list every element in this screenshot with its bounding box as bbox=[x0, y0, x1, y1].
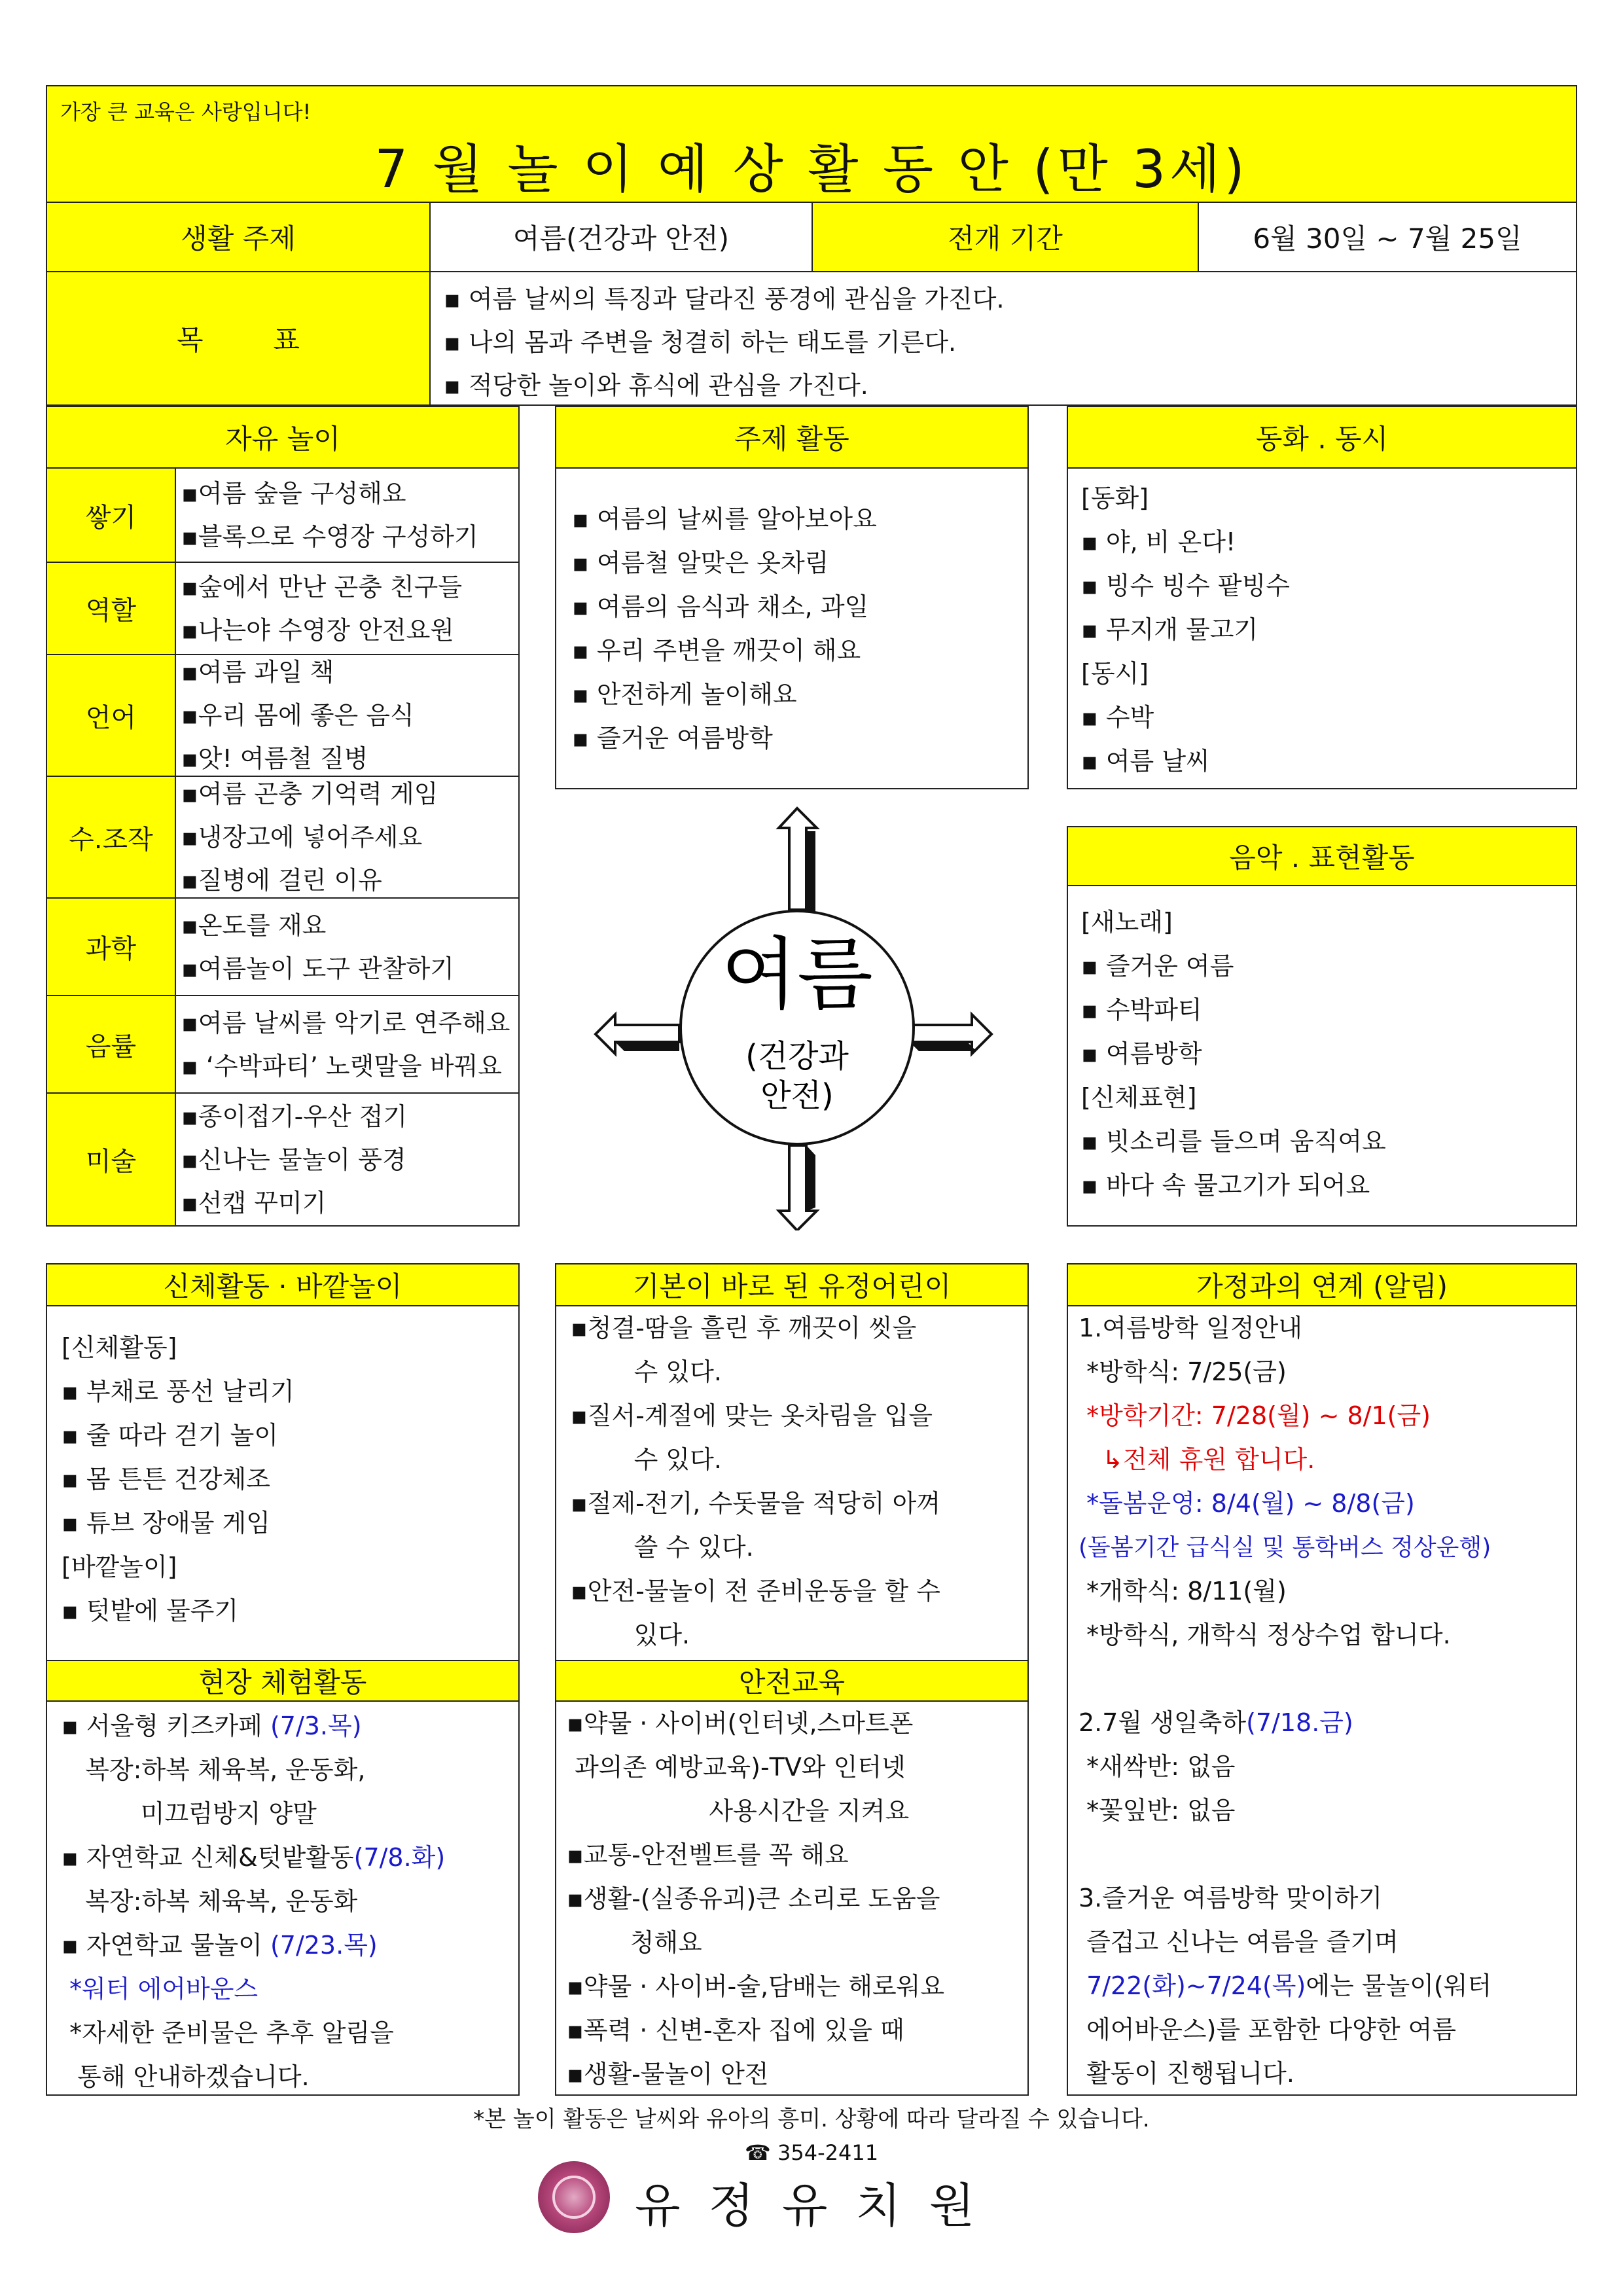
safety-line: ▪폭력 · 신변-혼자 집에 있을 때 bbox=[567, 2016, 904, 2045]
rule-line: ▪질서-계절에 맞는 옷차림을 입을 bbox=[571, 1401, 933, 1430]
safety-line: ▪교통-안전벨트를 꼭 해요 bbox=[567, 1840, 849, 1869]
footer-note: *본 놀이 활동은 날씨와 유아의 흥미. 상황에 따라 달라질 수 있습니다. bbox=[473, 2106, 1150, 2132]
family-title: 가정과의 연계 (알림) bbox=[1067, 1263, 1577, 1306]
rule-line: ▪청결-땀을 흘린 후 깨끗이 씻을 bbox=[571, 1314, 917, 1342]
list-item: ▪종이접기-우산 접기 bbox=[181, 1102, 408, 1131]
notice-line: *방학식: 7/25(금) bbox=[1079, 1357, 1287, 1386]
center-main-text: 여름 bbox=[721, 929, 873, 1020]
category-label: 미술 bbox=[47, 1094, 176, 1225]
safety-line: ▪생활-(실종유괴)큰 소리로 도움을 bbox=[567, 1884, 940, 1913]
list-item: ▪여름놀이 도구 관찰하기 bbox=[181, 954, 454, 983]
list-item: ▪여름 곤충 기억력 게임 bbox=[181, 780, 438, 808]
free-play-row bbox=[47, 654, 518, 776]
page-title: 7 월 놀 이 예 상 활 동 안 (만 3세) bbox=[374, 139, 1249, 200]
safety-line: 과의존 예방교육)-TV와 인터넷 bbox=[567, 1753, 906, 1782]
school-logo bbox=[538, 2161, 610, 2233]
safety-line: ▪생활-물놀이 안전 bbox=[567, 2060, 769, 2089]
category-label: 쌓기 bbox=[47, 469, 176, 562]
trip-date: (7/8.화) bbox=[353, 1843, 446, 1872]
goal-1: ▪ 여름 날씨의 특징과 달라진 풍경에 관심을 가진다. bbox=[444, 285, 1005, 314]
trip-text: ▪ 자연학교 물놀이 bbox=[62, 1931, 270, 1960]
list-item: ▪숲에서 만난 곤충 친구들 bbox=[181, 572, 463, 601]
notice-line bbox=[1079, 1701, 1576, 1745]
basics-box bbox=[555, 1305, 1029, 1661]
notice-line: *돌봄운영: 8/4(월) ~ 8/8(금) bbox=[1079, 1489, 1415, 1518]
notice-line: *방학기간: 7/28(월) ~ 8/1(금) bbox=[1079, 1401, 1431, 1430]
list-item: ▪우리 몸에 좋은 음식 bbox=[181, 701, 414, 730]
rule-line: ▪안전-물놀이 전 준비운동을 할 수 bbox=[571, 1577, 940, 1605]
list-item: ▪ 야, 비 온다! bbox=[1081, 528, 1236, 556]
theme-label: 생활 주제 bbox=[46, 202, 431, 272]
free-play-table bbox=[46, 467, 520, 1227]
list-item: ▪ 바다 속 물고기가 되어요 bbox=[1081, 1171, 1370, 1200]
list-item: ▪ 몸 튼튼 건강체조 bbox=[62, 1465, 270, 1494]
motto: 가장 큰 교육은 사랑입니다! bbox=[60, 99, 312, 124]
list-item: ▪질병에 걸린 이유 bbox=[181, 866, 382, 895]
period-label: 전개 기간 bbox=[812, 202, 1199, 272]
list-item: ▪ 우리 주변을 깨끗이 해요 bbox=[572, 636, 861, 665]
physical-box bbox=[46, 1305, 520, 1661]
category-label: 언어 bbox=[47, 655, 176, 776]
notice-date: 7/22(화)~7/24(목) bbox=[1079, 1971, 1306, 2000]
free-play-row bbox=[47, 776, 518, 897]
trip-line: *자세한 준비물은 추후 알림을 bbox=[62, 2018, 394, 2047]
music-box bbox=[1067, 885, 1577, 1227]
list-item: ▪ 부채로 풍선 날리기 bbox=[62, 1377, 294, 1406]
header-banner bbox=[46, 85, 1577, 203]
list-item: ▪여름 날씨를 악기로 연주해요 bbox=[181, 1008, 510, 1037]
list-item: ▪나는야 수영장 안전요원 bbox=[181, 615, 454, 645]
list-item: ▪ 빙수 빙수 팥빙수 bbox=[1081, 571, 1290, 600]
trip-line: 통해 안내하겠습니다. bbox=[62, 2062, 310, 2091]
notice-line: *방학식, 개학식 정상수업 합니다. bbox=[1079, 1621, 1451, 1649]
trip-line: 복장:하복 체육복, 운동화, bbox=[62, 1755, 366, 1784]
trip-text: ▪ 서울형 키즈카페 bbox=[62, 1712, 270, 1740]
center-diagram bbox=[563, 805, 1021, 1230]
rule-line: ▪절제-전기, 수돗물을 적당히 아껴 bbox=[571, 1489, 940, 1518]
list-item: ▪선캡 꾸미기 bbox=[181, 1188, 327, 1217]
list-item: ▪냉장고에 넣어주세요 bbox=[181, 823, 423, 852]
notice-line: ↳전체 휴원 합니다. bbox=[1079, 1445, 1315, 1474]
free-play-title: 자유 놀이 bbox=[46, 406, 520, 469]
physical-title: 신체활동 · 바깥놀이 bbox=[46, 1263, 520, 1306]
list-item: ▪ 빗소리를 들으며 움직여요 bbox=[1081, 1127, 1386, 1156]
free-play-row bbox=[47, 469, 518, 562]
category-label: 수.조작 bbox=[47, 777, 176, 897]
trip-line bbox=[62, 1924, 518, 1967]
trip-line bbox=[62, 1836, 518, 1880]
period-value: 6월 30일 ~ 7월 25일 bbox=[1198, 202, 1577, 272]
notice-line: 3.즐거운 여름방학 맞이하기 bbox=[1079, 1884, 1383, 1912]
trip-line bbox=[62, 1704, 518, 1748]
list-item: ▪ 즐거운 여름 bbox=[1081, 952, 1234, 980]
notice-line: *개학식: 8/11(월) bbox=[1079, 1577, 1287, 1605]
list-item: ▪여름 숲을 구성해요 bbox=[181, 479, 406, 508]
list-item: ▪ 여름 날씨 bbox=[1081, 747, 1210, 776]
notice-text: 2.7월 생일축하 bbox=[1079, 1708, 1247, 1737]
section-heading: [신체표현] bbox=[1081, 1083, 1197, 1112]
notice-line: 1.여름방학 일정안내 bbox=[1079, 1314, 1302, 1342]
category-label: 역할 bbox=[47, 563, 176, 654]
list-item: ▪앗! 여름철 질병 bbox=[181, 744, 368, 773]
safety-line: ▪약물 · 사이버-술,담배는 해로워요 bbox=[567, 1972, 945, 2001]
section-heading: [바깥놀이] bbox=[62, 1552, 177, 1581]
list-item: ▪여름 과일 책 bbox=[181, 658, 334, 687]
trip-date: (7/23.목) bbox=[270, 1931, 378, 1960]
safety-line: ▪약물 · 사이버(인터넷,스마트폰 bbox=[567, 1709, 914, 1738]
list-item: ▪ 여름방학 bbox=[1081, 1039, 1202, 1068]
free-play-row bbox=[47, 562, 518, 654]
story-box bbox=[1067, 467, 1577, 789]
list-item: ▪신나는 물놀이 풍경 bbox=[181, 1145, 406, 1174]
theme-activity-box bbox=[555, 467, 1029, 789]
notice-line: 즐겁고 신나는 여름을 즐기며 bbox=[1079, 1928, 1399, 1956]
trip-text: ▪ 자연학교 신체&텃밭활동 bbox=[62, 1843, 354, 1872]
list-item: ▪ 안전하게 놀이해요 bbox=[572, 680, 797, 709]
free-play-row bbox=[47, 995, 518, 1092]
section-heading: [동화] bbox=[1081, 484, 1149, 512]
center-sub-text-1: (건강과 bbox=[745, 1038, 849, 1075]
category-label: 과학 bbox=[47, 899, 176, 995]
list-item: ▪ 즐거운 여름방학 bbox=[572, 724, 773, 753]
trip-line: *워터 에어바운스 bbox=[62, 1975, 259, 2003]
trip-line: 미끄럼방지 양말 bbox=[62, 1799, 317, 1828]
school-name: 유 정 유 치 원 bbox=[635, 2178, 982, 2233]
list-item: ▪ 여름의 날씨를 알아보아요 bbox=[572, 505, 877, 533]
arrow-right-icon bbox=[910, 1014, 991, 1054]
field-box bbox=[46, 1700, 520, 2096]
notice-line: (돌봄기간 급식실 및 통학버스 정상운행) bbox=[1079, 1534, 1491, 1561]
notice-line: 에어바운스)를 포함한 다양한 여름 bbox=[1079, 2015, 1457, 2044]
safety-line: 사용시간을 지켜요 bbox=[567, 1797, 910, 1825]
goal-2: ▪ 나의 몸과 주변을 청결히 하는 태도를 기른다. bbox=[444, 328, 957, 357]
list-item: ▪블록으로 수영장 구성하기 bbox=[181, 522, 478, 551]
trip-line: 복장:하복 체육복, 운동화 bbox=[62, 1887, 358, 1916]
goal-box bbox=[429, 271, 1577, 406]
arrow-up-icon bbox=[779, 808, 817, 920]
notice-line: *꽃잎반: 없음 bbox=[1079, 1796, 1236, 1825]
footer-phone: ☎ 354-2411 bbox=[744, 2140, 879, 2165]
category-label: 음률 bbox=[47, 996, 176, 1092]
logo-inner-ring bbox=[552, 2176, 596, 2219]
story-title: 동화 . 동시 bbox=[1067, 406, 1577, 469]
field-title: 현장 체험활동 bbox=[46, 1660, 520, 1702]
rule-line: 수 있다. bbox=[571, 1357, 722, 1386]
free-play-row bbox=[47, 897, 518, 995]
list-item: ▪ 수박 bbox=[1081, 703, 1154, 732]
center-sub-text-2: 안전) bbox=[760, 1077, 834, 1114]
rule-line: 쓸 수 있다. bbox=[571, 1533, 754, 1562]
list-item: ▪ 텃밭에 물주기 bbox=[62, 1596, 239, 1625]
theme-activity-title: 주제 활동 bbox=[555, 406, 1029, 469]
notice-line: *새싹반: 없음 bbox=[1079, 1752, 1236, 1781]
rule-line: 수 있다. bbox=[571, 1445, 722, 1474]
list-item: ▪ 튜브 장애물 게임 bbox=[62, 1509, 270, 1537]
section-heading: [동시] bbox=[1081, 659, 1149, 688]
list-item: ▪ 여름의 음식과 채소, 과일 bbox=[572, 592, 869, 621]
list-item: ▪온도를 재요 bbox=[181, 910, 327, 940]
music-title: 음악 . 표현활동 bbox=[1067, 826, 1577, 886]
family-box bbox=[1067, 1305, 1577, 2096]
section-heading: [새노래] bbox=[1081, 908, 1173, 937]
arrow-down-icon bbox=[779, 1145, 817, 1230]
free-play-row bbox=[47, 1092, 518, 1225]
notice-date: (7/18.금) bbox=[1246, 1708, 1353, 1737]
rule-line: 있다. bbox=[571, 1621, 690, 1649]
list-item: ▪ 줄 따라 걷기 놀이 bbox=[62, 1421, 279, 1450]
blank-line bbox=[1079, 1833, 1576, 1876]
theme-value: 여름(건강과 안전) bbox=[429, 202, 813, 272]
safety-box bbox=[555, 1700, 1029, 2096]
safety-line: 청해요 bbox=[567, 1928, 702, 1957]
list-item: ▪ ‘수박파티’ 노랫말을 바꿔요 bbox=[181, 1051, 502, 1081]
list-item: ▪ 여름철 알맞은 옷차림 bbox=[572, 548, 829, 577]
basics-title: 기본이 바로 된 유정어린이 bbox=[555, 1263, 1029, 1306]
list-item: ▪ 수박파티 bbox=[1081, 996, 1202, 1024]
list-item: ▪ 무지개 물고기 bbox=[1081, 615, 1258, 644]
section-heading: [신체활동] bbox=[62, 1333, 177, 1362]
arrow-left-icon bbox=[596, 1014, 679, 1054]
goal-label: 목 표 bbox=[46, 271, 431, 406]
notice-line: 활동이 진행됩니다. bbox=[1079, 2059, 1294, 2088]
trip-date: (7/3.목) bbox=[270, 1712, 362, 1740]
blank-line bbox=[1079, 1657, 1576, 1701]
notice-text: 에는 물놀이(워터 bbox=[1306, 1971, 1492, 2000]
goal-3: ▪ 적당한 놀이와 휴식에 관심을 가진다. bbox=[444, 371, 868, 400]
notice-line bbox=[1079, 1964, 1576, 2008]
safety-title: 안전교육 bbox=[555, 1660, 1029, 1702]
